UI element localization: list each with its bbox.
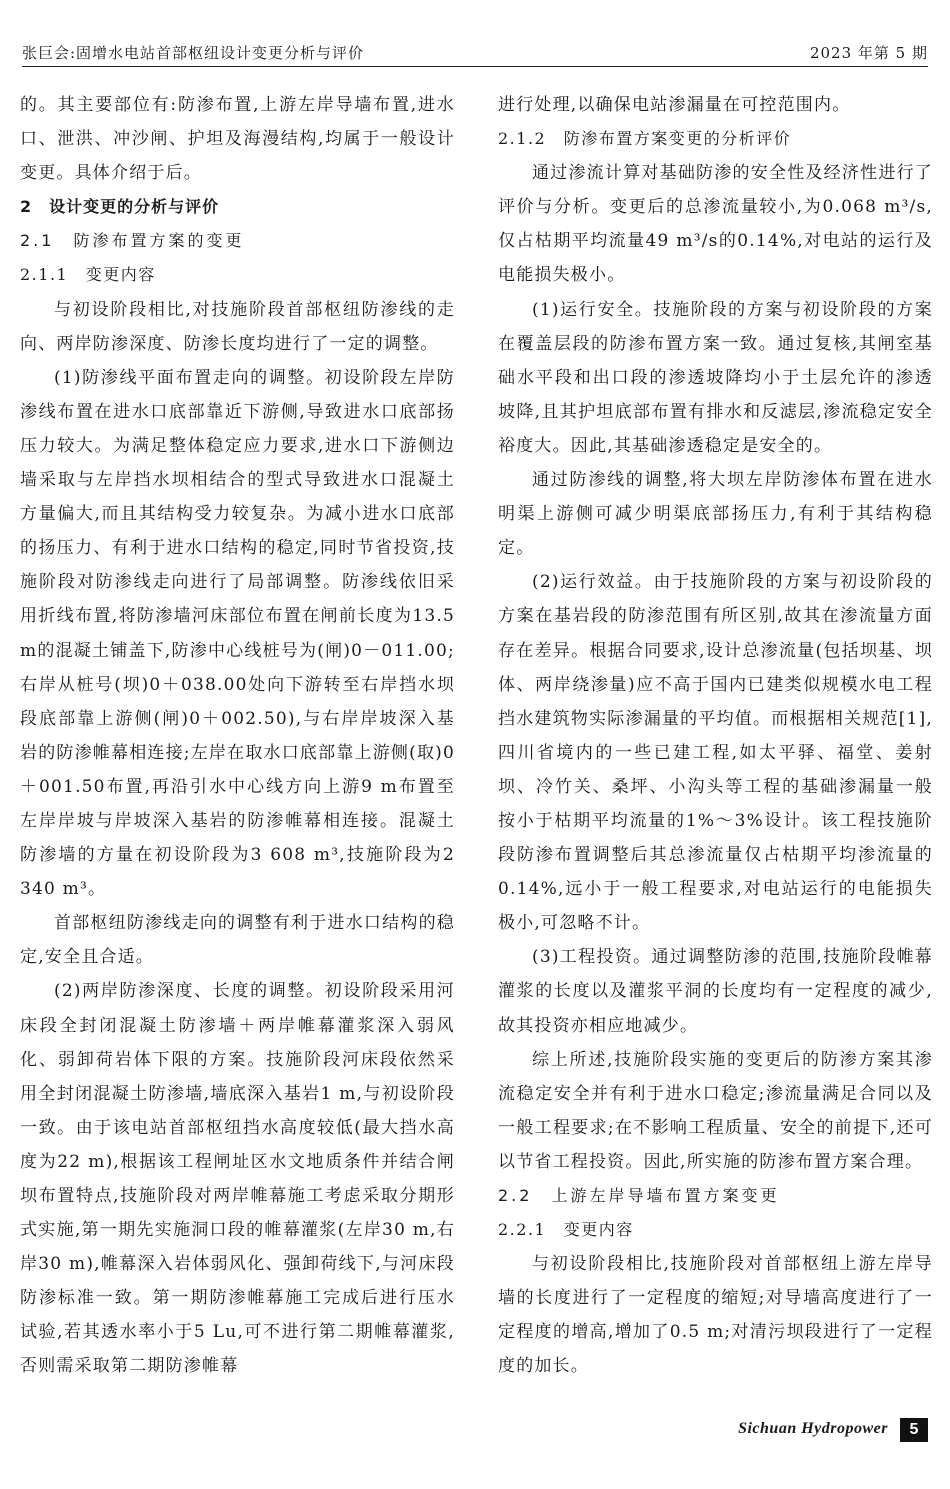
body-paragraph: (3)工程投资。通过调整防渗的范围,技施阶段帷幕灌浆的长度以及灌浆平洞的长度均有一定程度的减少,故其投资亦相应地减少。 xyxy=(498,947,933,1036)
body-paragraph: 首部枢纽防渗线走向的调整有利于进水口结构的稳定,安全且合适。 xyxy=(20,913,455,968)
issue-label: 2023 年第 5 期 xyxy=(809,44,928,62)
body-paragraph: (1)运行安全。技施阶段的方案与初设阶段的方案在覆盖层段的防渗布置方案一致。通过复核,其闸室基础水平段和出口段的渗透坡降均小于土层允许的渗透坡降,且其护坦底部布置有排水和反滤层,渗流稳定安全裕度大。因此,其基础渗透稳定是安全的。 xyxy=(498,299,933,456)
section-heading: 2.1 防渗布置方案的变更 xyxy=(20,231,245,251)
right-column xyxy=(498,88,933,1384)
body-paragraph: 与初设阶段相比,技施阶段对首部枢纽上游左岸导墙的长度进行了一定程度的缩短;对导墙高度进行了一定程度的增高,增加了0.5 m;对清污坝段进行了一定程度的加长。 xyxy=(498,1254,933,1377)
body-paragraph: 与初设阶段相比,对技施阶段首部枢纽防渗线的走向、两岸防渗深度、防渗长度均进行了一定的调整。 xyxy=(20,299,455,354)
body-paragraph: 综上所述,技施阶段实施的变更后的防渗方案其渗流稳定安全并有利于进水口稳定;渗流量满足合同以及一般工程要求;在不影响工程质量、安全的前提下,还可以节省工程投资。因此,所实施的防渗布置方案合理。 xyxy=(498,1049,933,1172)
body-paragraph: 通过渗流计算对基础防渗的安全性及经济性进行了评价与分析。变更后的总渗流量较小,为0.068 m³/s,仅占枯期平均流量49 m³/s的0.14%,对电站的运行及电能损失极小。 xyxy=(498,163,933,286)
running-header xyxy=(22,28,928,66)
body-paragraph: (2)运行效益。由于技施阶段的方案与初设阶段的方案在基岩段的防渗范围有所区别,故其在渗流量方面存在差异。根据合同要求,设计总渗流量(包括坝基、坝体、两岸绕渗量)应不高于国内已建类似规模水电工程挡水建筑物实际渗漏量的平均值。而根据相关规范[1],四川省境内的一些已建工程,如太平驿、福堂、姜射坝、冷竹关、桑坪、小沟头等工程的基础渗漏量一般按小于枯期平均流量的1%～3%设计。该工程技施阶段防渗布置调整后其总渗流量仅占枯期平均渗流量的0.14%,远小于一般工程要求,对电站运行的电能损失极小,可忽略不计。 xyxy=(498,572,933,934)
section-heading: 2.2 上游左岸导墙布置方案变更 xyxy=(498,1186,780,1205)
section-heading: 2.1.2 防渗布置方案变更的分析评价 xyxy=(498,129,792,149)
header-rule xyxy=(22,66,928,67)
section-heading: 2 设计变更的分析与评价 xyxy=(20,197,220,217)
left-column xyxy=(20,88,455,1384)
journal-name: Sichuan Hydropower xyxy=(738,1420,888,1437)
body-paragraph: 进行处理,以确保电站渗漏量在可控范围内。 xyxy=(498,95,851,115)
running-title: 张巨会:固增水电站首部枢纽设计变更分析与评价 xyxy=(22,44,365,62)
body-paragraph: 的。其主要部位有:防渗布置,上游左岸导墙布置,进水口、泄洪、冲沙闸、护坦及海漫结构,均属于一般设计变更。具体介绍于后。 xyxy=(20,95,455,184)
section-heading: 2.2.1 变更内容 xyxy=(498,1220,634,1240)
body-paragraph: 通过防渗线的调整,将大坝左岸防渗体布置在进水明渠上游侧可减少明渠底部扬压力,有利于其结构稳定。 xyxy=(498,470,933,559)
section-heading: 2.1.1 变更内容 xyxy=(20,265,156,285)
body-paragraph: (2)两岸防渗深度、长度的调整。初设阶段采用河床段全封闭混凝土防渗墙＋两岸帷幕灌浆深入弱风化、弱卸荷岩体下限的方案。技施阶段河床段依然采用全封闭混凝土防渗墙,墙底深入基岩1 m,与初设阶段一致。由于该电站首部枢纽挡水高度较低(最大挡水高度为22 m),根据该工程闸址区水文地质条件并结合闸坝布置特点,技施阶段对两岸帷幕施工考虑采取分期形式实施,第一期先实施洞口段的帷幕灌浆(左岸30 m,右岸30 m),帷幕深入岩体弱风化、强卸荷线下,与河床段防渗标准一致。第一期防渗帷幕施工完成后进行压水试验,若其透水率小于5 Lu,可不进行第二期帷幕灌浆,否则需采取第二期防渗帷幕 xyxy=(20,981,455,1377)
body-paragraph: (1)防渗线平面布置走向的调整。初设阶段左岸防渗线布置在进水口底部靠近下游侧,导致进水口底部扬压力较大。为满足整体稳定应力要求,进水口下游侧边墙采取与左岸挡水坝相结合的型式导致进水口混凝土方量偏大,而且其结构受力较复杂。为减小进水口底部的扬压力、有利于进水口结构的稳定,同时节省投资,技施阶段对防渗线走向进行了局部调整。防渗线依旧采用折线布置,将防渗墙河床部位布置在闸前长度为13.5 m的混凝土铺盖下,防渗中心线桩号为(闸)0－011.00;右岸从桩号(坝)0＋038.00处向下游转至右岸挡水坝段底部靠上游侧(闸)0＋002.50),与右岸岸坡深入基岩的防渗帷幕相连接;左岸在取水口底部靠上游侧(取)0＋001.50布置,再沿引水中心线方向上游9 m布置至左岸岸坡与岸坡深入基岩的防渗帷幕相连接。混凝土防渗墙的方量在初设阶段为3 608 m³,技施阶段为2 340 m³。 xyxy=(20,367,456,900)
page-number: 5 xyxy=(900,1418,928,1442)
